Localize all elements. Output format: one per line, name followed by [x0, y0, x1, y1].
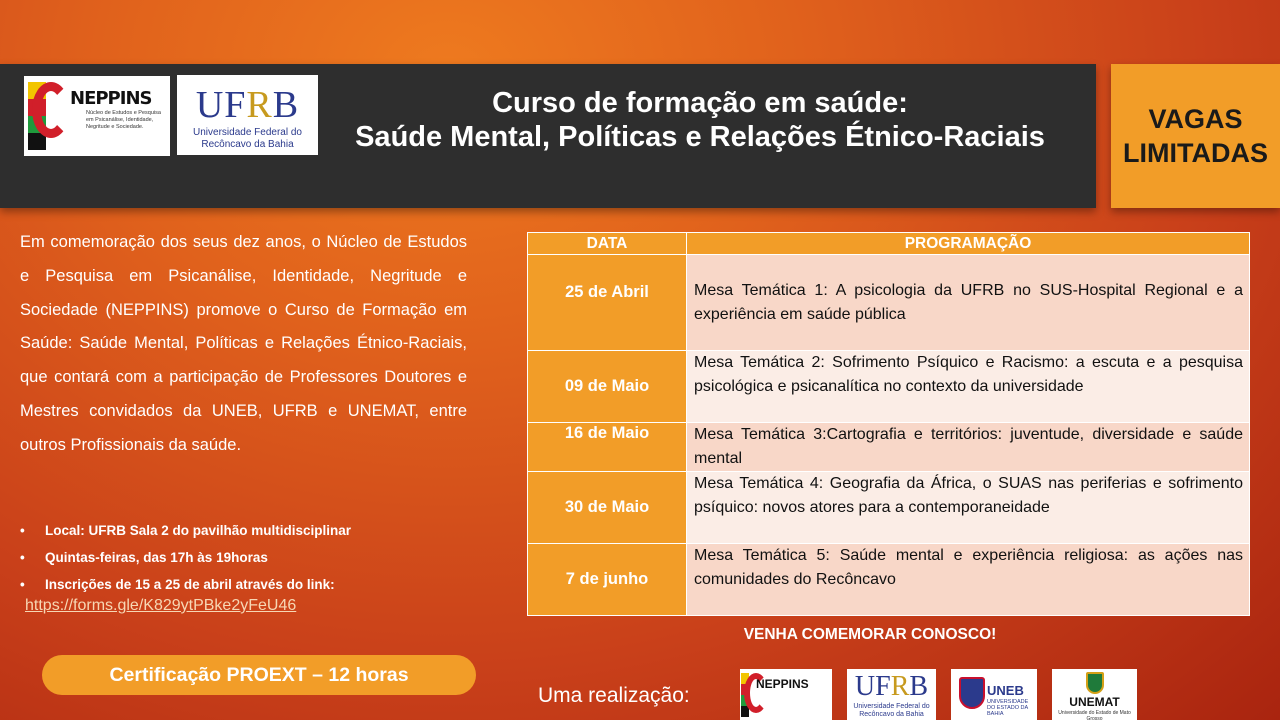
row-program: Mesa Temática 1: A psicologia da UFRB no SUS-Hospital Regional e a experiência em saúde pública: [687, 255, 1250, 351]
neppins-footer-name: NEPPINS: [756, 677, 809, 691]
row-program: Mesa Temática 2: Sofrimento Psíquico e Racismo: a escuta e a pesquisa psicológica e psicanalítica no contexto da universidade: [687, 351, 1250, 423]
unemat-footer-name: UNEMAT: [1069, 695, 1120, 709]
row-date: 7 de junho: [528, 544, 687, 616]
ufrb-logo-name: UFRB: [195, 84, 300, 126]
info-item-local: • Local: UFRB Sala 2 do pavilhão multidisciplinar: [20, 517, 490, 544]
vagas-limitadas-badge: VAGAS LIMITADAS: [1111, 64, 1280, 208]
title-line-1: Curso de formação em saúde:: [492, 87, 908, 119]
ufrb-logo-subtitle: Universidade Federal do Recôncavo da Bahia: [193, 127, 302, 150]
certification-badge: Certificação PROEXT – 12 horas: [42, 655, 476, 695]
row-date: 30 de Maio: [528, 472, 687, 544]
ufrb-footer-logo: [847, 669, 936, 720]
page-title: [320, 86, 1080, 154]
neppins-logo-subtitle: Núcleo de Estudos e Pesquisa em Psicanálise, Identidade, Negritude e Sociedade.: [86, 110, 161, 130]
realizacao-label: Uma realização:: [538, 684, 690, 707]
row-program: Mesa Temática 3:Cartografia e territórios: juventude, diversidade e saúde mental: [687, 423, 1250, 472]
info-item-inscricoes: • Inscrições de 15 a 25 de abril através do link:: [20, 571, 490, 598]
table-row: [528, 255, 1250, 351]
neppins-logo: [24, 76, 170, 156]
neppins-c-mark: [32, 82, 70, 138]
row-program: Mesa Temática 5: Saúde mental e experiência religiosa: as ações nas comunidades do Recôncavo: [687, 544, 1250, 616]
info-list: [20, 517, 490, 598]
row-date: 09 de Maio: [528, 351, 687, 423]
row-date: 16 de Maio: [528, 423, 687, 472]
venha-comemorar-text: VENHA COMEMORAR CONOSCO!: [743, 626, 997, 643]
schedule-table: [527, 232, 1250, 616]
neppins-logo-name: NEPPINS: [70, 88, 152, 109]
unemat-crest-icon: [1086, 672, 1104, 694]
unemat-footer-subtitle: Universidade do Estado de Mato Grosso: [1058, 710, 1131, 720]
uneb-footer-logo: [951, 669, 1037, 720]
table-row: [528, 423, 1250, 472]
table-row: [528, 351, 1250, 423]
neppins-footer-logo: [740, 669, 832, 720]
registration-link[interactable]: https://forms.gle/K829ytPBke2yFeU46: [25, 597, 297, 614]
title-line-2: Saúde Mental, Políticas e Relações Étnico-Raciais: [355, 121, 1045, 153]
uneb-footer-name: UNEB: [987, 683, 1024, 698]
uneb-crest-icon: [959, 677, 985, 709]
intro-paragraph: Em comemoração dos seus dez anos, o Núcleo de Estudos e Pesquisa em Psicanálise, Identidade, Negritude e Sociedade (NEPPINS) promove o Curso de Formação em Saúde: Saúde Mental, Políticas e Relações Étnico-Raciais, que contará com a participação de Professores Doutores e Mestres convidados da UNEB, UFRB e UNEMAT, entre outros Profissionais da saúde.: [20, 233, 467, 454]
info-item-schedule: • Quintas-feiras, das 17h às 19horas: [20, 544, 490, 571]
header-program: PROGRAMAÇÃO: [687, 233, 1250, 255]
row-date: 25 de Abril: [528, 255, 687, 351]
ufrb-footer-subtitle: Universidade Federal do Recôncavo da Bahia: [853, 703, 930, 718]
uneb-footer-subtitle: UNIVERSIDADE DO ESTADO DA BAHIA: [987, 699, 1029, 717]
ufrb-footer-name: UFRB: [854, 671, 929, 702]
table-row: [528, 544, 1250, 616]
row-program: Mesa Temática 4: Geografia da África, o SUAS nas periferias e sofrimento psíquico: novos atores para a contemporaneidade: [687, 472, 1250, 544]
header-date: DATA: [528, 233, 687, 255]
table-row: [528, 472, 1250, 544]
unemat-footer-logo: [1052, 669, 1137, 720]
ufrb-logo: [177, 75, 318, 155]
